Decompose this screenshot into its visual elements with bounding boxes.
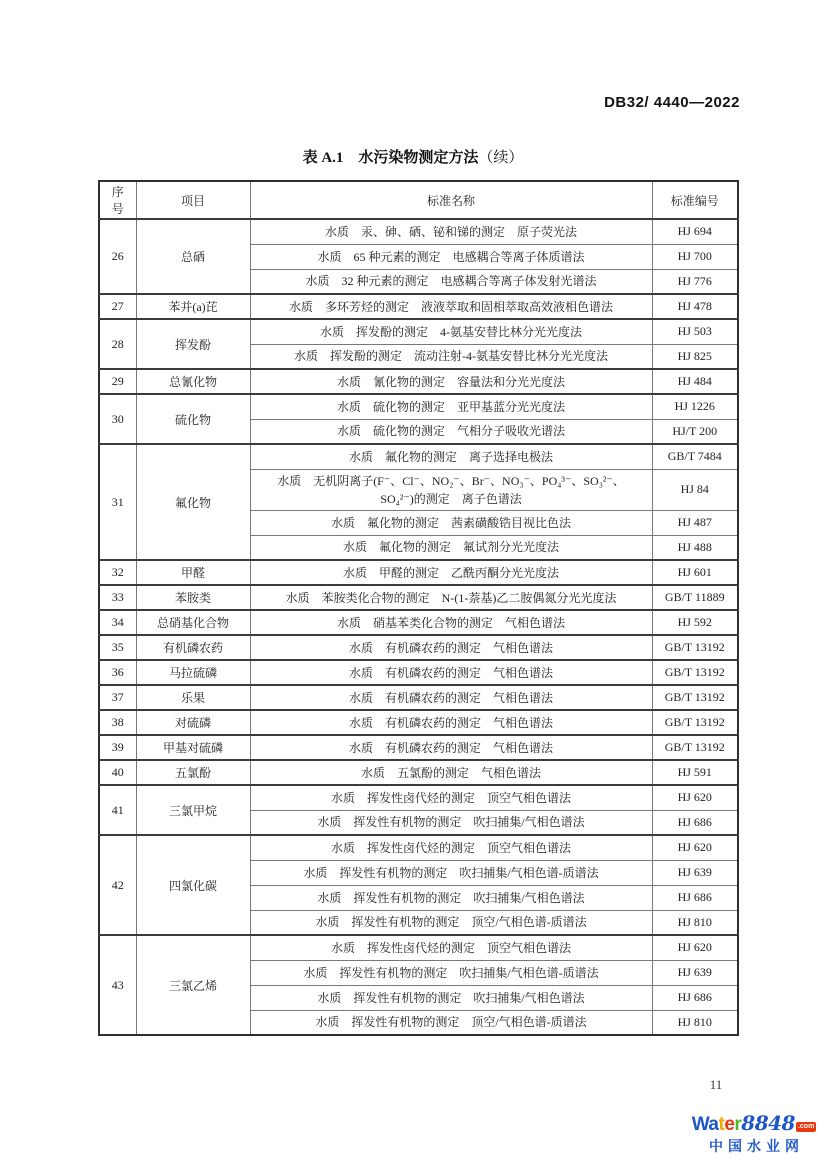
table-title-text: 表 A.1 水污染物测定方法 <box>302 150 479 166</box>
standard-name-cell: 水质 挥发性卤代烃的测定 顶空气相色谱法 <box>250 835 652 860</box>
standard-code-cell: HJ 776 <box>652 269 738 294</box>
pollutant-item-cell: 苯并(a)芘 <box>136 294 250 319</box>
standard-code-cell: HJ 84 <box>652 469 738 510</box>
pollutant-item-cell: 乐果 <box>136 685 250 710</box>
row-number-cell: 35 <box>99 635 136 660</box>
standard-code-cell: HJ 1226 <box>652 394 738 419</box>
watermark-brand-letter: 8848 <box>741 1111 795 1135</box>
standard-code-cell: HJ 639 <box>652 860 738 885</box>
pollutant-item-cell: 硫化物 <box>136 394 250 444</box>
standard-code-cell: HJ 686 <box>652 985 738 1010</box>
standard-name-cell: 水质 有机磷农药的测定 气相色谱法 <box>250 660 652 685</box>
standard-name-cell: 水质 挥发性有机物的测定 顶空/气相色谱-质谱法 <box>250 1010 652 1035</box>
pollutant-item-cell: 马拉硫磷 <box>136 660 250 685</box>
standard-name-cell: 水质 32 种元素的测定 电感耦合等离子体发射光谱法 <box>250 269 652 294</box>
standard-code-cell: GB/T 11889 <box>652 585 738 610</box>
pollutant-item-cell: 甲基对硫磷 <box>136 735 250 760</box>
standard-name-cell: 水质 挥发性有机物的测定 吹扫捕集/气相色谱-质谱法 <box>250 860 652 885</box>
standard-name-cell: 水质 苯胺类化合物的测定 N-(1-萘基)乙二胺偶氮分光光度法 <box>250 585 652 610</box>
standard-name-cell: 水质 硫化物的测定 亚甲基蓝分光光度法 <box>250 394 652 419</box>
standard-code-cell: HJ 810 <box>652 1010 738 1035</box>
column-header: 序号 <box>99 181 136 219</box>
standard-name-cell: 水质 氟化物的测定 氟试剂分光光度法 <box>250 535 652 560</box>
standard-name-cell: 水质 挥发性有机物的测定 吹扫捕集/气相色谱-质谱法 <box>250 960 652 985</box>
table-row <box>99 560 738 585</box>
table-row <box>99 444 738 469</box>
standard-name-cell: 水质 硫化物的测定 气相分子吸收光谱法 <box>250 419 652 444</box>
standard-name-cell: 水质 挥发性有机物的测定 吹扫捕集/气相色谱法 <box>250 885 652 910</box>
standard-name-cell: 水质 挥发性卤代烃的测定 顶空气相色谱法 <box>250 785 652 810</box>
standard-code-cell: HJ 487 <box>652 510 738 535</box>
table-row <box>99 735 738 760</box>
row-number-cell: 29 <box>99 369 136 394</box>
row-number-cell: 31 <box>99 444 136 560</box>
watermark-dotcom-badge: .com <box>796 1122 816 1132</box>
standard-code-cell: HJ 592 <box>652 610 738 635</box>
pollutant-item-cell: 对硫磷 <box>136 710 250 735</box>
row-number-cell: 34 <box>99 610 136 635</box>
table-row <box>99 610 738 635</box>
standard-code-cell: GB/T 13192 <box>652 660 738 685</box>
standard-code-cell: HJ 484 <box>652 369 738 394</box>
standard-name-cell: 水质 65 种元素的测定 电感耦合等离子体质谱法 <box>250 244 652 269</box>
standard-name-cell: 水质 氰化物的测定 容量法和分光光度法 <box>250 369 652 394</box>
table-header-row <box>99 181 738 219</box>
table-row <box>99 635 738 660</box>
standard-name-cell: 水质 有机磷农药的测定 气相色谱法 <box>250 685 652 710</box>
watermark-subtitle: 中国水业网 <box>709 1137 804 1154</box>
standard-name-cell: 水质 多环芳烃的测定 液液萃取和固相萃取高效液相色谱法 <box>250 294 652 319</box>
row-number-cell: 42 <box>99 835 136 935</box>
standard-code-cell: HJ 810 <box>652 910 738 935</box>
row-number-cell: 38 <box>99 710 136 735</box>
row-number-cell: 28 <box>99 319 136 369</box>
standard-code-cell: HJ 700 <box>652 244 738 269</box>
table-row <box>99 835 738 860</box>
watermark-logo <box>683 1112 825 1154</box>
pollutant-item-cell: 挥发酚 <box>136 319 250 369</box>
standard-code-cell: HJ 825 <box>652 344 738 369</box>
watermark-brand-letter: Wa <box>691 1114 719 1135</box>
doc-standard-number: DB32/ 4440—2022 <box>604 94 740 111</box>
table-title <box>0 146 826 167</box>
standard-name-cell: 水质 挥发酚的测定 4-氨基安替比林分光光度法 <box>250 319 652 344</box>
page-number: 11 <box>709 1077 723 1092</box>
table-row <box>99 660 738 685</box>
table-row <box>99 710 738 735</box>
table-row <box>99 585 738 610</box>
pollutant-item-cell: 总硝基化合物 <box>136 610 250 635</box>
table-row <box>99 785 738 810</box>
pollutant-item-cell: 总硒 <box>136 219 250 294</box>
row-number-cell: 27 <box>99 294 136 319</box>
pollutant-item-cell: 三氯甲烷 <box>136 785 250 835</box>
pollutant-item-cell: 苯胺类 <box>136 585 250 610</box>
standard-name-cell: 水质 挥发性卤代烃的测定 顶空气相色谱法 <box>250 935 652 960</box>
standard-name-cell: 水质 有机磷农药的测定 气相色谱法 <box>250 635 652 660</box>
standard-name-cell: 水质 硝基苯类化合物的测定 气相色谱法 <box>250 610 652 635</box>
column-header: 项目 <box>136 181 250 219</box>
row-number-cell: 43 <box>99 935 136 1035</box>
standard-code-cell: GB/T 13192 <box>652 635 738 660</box>
standard-code-cell: HJ 601 <box>652 560 738 585</box>
table-row <box>99 219 738 244</box>
standard-name-cell: 水质 有机磷农药的测定 气相色谱法 <box>250 735 652 760</box>
table-row <box>99 760 738 785</box>
table-row <box>99 369 738 394</box>
standard-name-cell: 水质 无机阴离子(F⁻、Cl⁻、NO₂⁻、Br⁻、NO₃⁻、PO₄³⁻、SO₃²⁻、SO₄²⁻)的测定 离子色谱法 <box>250 469 652 510</box>
row-number-cell: 40 <box>99 760 136 785</box>
pollutant-item-cell: 五氯酚 <box>136 760 250 785</box>
table-row <box>99 394 738 419</box>
standard-name-cell: 水质 有机磷农药的测定 气相色谱法 <box>250 710 652 735</box>
standard-code-cell: GB/T 13192 <box>652 710 738 735</box>
watermark-brand <box>683 1112 825 1136</box>
standard-name-cell: 水质 挥发酚的测定 流动注射-4-氨基安替比林分光光度法 <box>250 344 652 369</box>
row-number-cell: 33 <box>99 585 136 610</box>
table-title-suffix: （续） <box>478 150 524 166</box>
pollutant-item-cell: 甲醛 <box>136 560 250 585</box>
standard-code-cell: HJ 503 <box>652 319 738 344</box>
standard-name-cell: 水质 挥发性有机物的测定 吹扫捕集/气相色谱法 <box>250 985 652 1010</box>
table-row <box>99 935 738 960</box>
row-number-cell: 41 <box>99 785 136 835</box>
row-number-cell: 36 <box>99 660 136 685</box>
row-number-cell: 26 <box>99 219 136 294</box>
standard-name-cell: 水质 五氯酚的测定 气相色谱法 <box>250 760 652 785</box>
watermark-brand-letter: r <box>734 1114 742 1135</box>
row-number-cell: 39 <box>99 735 136 760</box>
column-header: 标准名称 <box>250 181 652 219</box>
table-row <box>99 685 738 710</box>
row-number-cell: 37 <box>99 685 136 710</box>
standard-code-cell: HJ 694 <box>652 219 738 244</box>
standard-code-cell: HJ 686 <box>652 885 738 910</box>
pollutant-item-cell: 四氯化碳 <box>136 835 250 935</box>
table-row <box>99 294 738 319</box>
standard-code-cell: HJ 620 <box>652 835 738 860</box>
standard-code-cell: HJ 488 <box>652 535 738 560</box>
standard-name-cell: 水质 氟化物的测定 离子选择电极法 <box>250 444 652 469</box>
standard-code-cell: HJ 686 <box>652 810 738 835</box>
standard-code-cell: GB/T 13192 <box>652 735 738 760</box>
column-header: 标准编号 <box>652 181 738 219</box>
standard-name-cell: 水质 挥发性有机物的测定 顶空/气相色谱-质谱法 <box>250 910 652 935</box>
standard-code-cell: GB/T 13192 <box>652 685 738 710</box>
standard-code-cell: HJ 620 <box>652 785 738 810</box>
standard-name-cell: 水质 汞、砷、硒、铋和锑的测定 原子荧光法 <box>250 219 652 244</box>
standard-code-cell: HJ 478 <box>652 294 738 319</box>
standard-code-cell: HJ 639 <box>652 960 738 985</box>
standard-name-cell: 水质 挥发性有机物的测定 吹扫捕集/气相色谱法 <box>250 810 652 835</box>
standard-code-cell: HJ 591 <box>652 760 738 785</box>
standard-code-cell: HJ/T 200 <box>652 419 738 444</box>
pollutant-item-cell: 总氰化物 <box>136 369 250 394</box>
standard-name-cell: 水质 氟化物的测定 茜素磺酸锆目视比色法 <box>250 510 652 535</box>
standard-name-cell: 水质 甲醛的测定 乙酰丙酮分光光度法 <box>250 560 652 585</box>
pollutant-item-cell: 三氯乙烯 <box>136 935 250 1035</box>
row-number-cell: 30 <box>99 394 136 444</box>
standard-code-cell: GB/T 7484 <box>652 444 738 469</box>
table-row <box>99 319 738 344</box>
pollutant-item-cell: 氟化物 <box>136 444 250 560</box>
pollutant-item-cell: 有机磷农药 <box>136 635 250 660</box>
watermark-brand-letter: e <box>724 1114 735 1135</box>
standard-code-cell: HJ 620 <box>652 935 738 960</box>
row-number-cell: 32 <box>99 560 136 585</box>
methods-table <box>98 180 739 1036</box>
watermark-brand-letter: t <box>718 1114 725 1135</box>
